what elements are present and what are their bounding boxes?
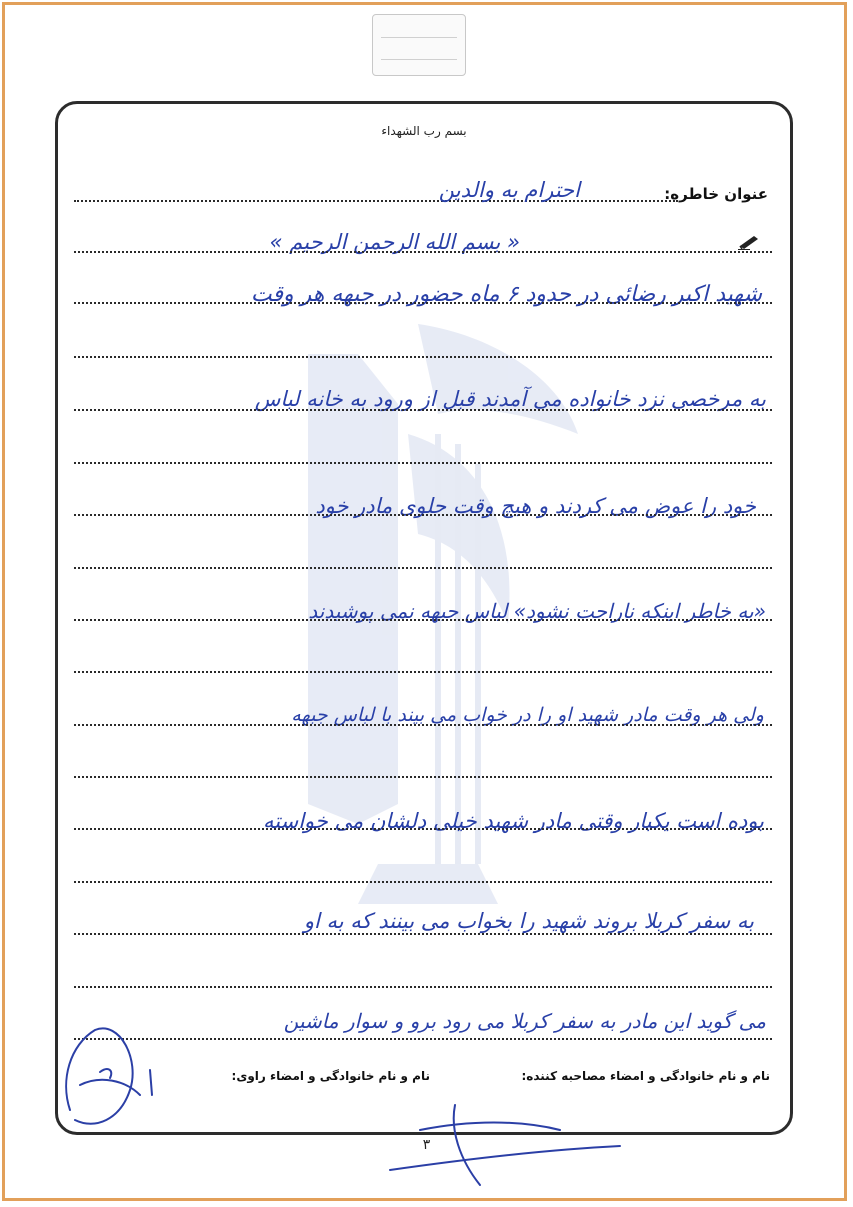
writing-line-2: شهید اکبر رضائی در حدود ۶ ماه حضور در جبهه هر وقت [250, 282, 762, 307]
interviewer-signature-label: نام و نام خانوادگی و امضاء مصاحبه کننده: [521, 1069, 770, 1083]
dotted-line [74, 251, 772, 253]
dotted-line [74, 409, 772, 411]
writing-line-8: به سفر کربلا بروند شهید را بخواب می بینند که به او [303, 909, 754, 933]
dotted-line [74, 776, 772, 778]
title-dotted-line [74, 200, 678, 202]
narrator-signature-label: نام و نام خانوادگی و امضاء راوی: [231, 1069, 430, 1083]
memory-form [55, 101, 793, 1135]
writing-line-5: «به خاطر اینکه ناراحت نشود» لباس جبهه نمی پوشیدند [308, 599, 766, 623]
dotted-line [74, 828, 772, 830]
writing-line-3: به مرخصی نزد خانواده می آمدند قبل از ورود به خانه لباس [254, 387, 766, 411]
writing-line-6: ولی هر وقت مادر شهید او را در خواب می بیند با لباس جبهه [291, 704, 764, 726]
writing-line-7: بوده است یکبار وقتی مادر شهید خیلی دلشان می خواسته [263, 809, 764, 833]
dotted-line [74, 567, 772, 569]
dotted-line [74, 1038, 772, 1040]
writing-line-4: خود را عوض می کردند و هیچ وقت جلوی مادر خود [315, 494, 756, 518]
dotted-line [74, 986, 772, 988]
page-number: ۳ [422, 1137, 431, 1153]
writing-line-9: می گوید این مادر به سفر کربلا می رود برو و سوار ماشین [283, 1009, 766, 1033]
memory-title-value: احترام به والدین [438, 178, 580, 202]
memory-title-label: عنوان خاطره: [664, 185, 768, 203]
dotted-line [74, 302, 772, 304]
dotted-line [74, 356, 772, 358]
stamp [372, 14, 466, 76]
dotted-line [74, 724, 772, 726]
dotted-line [74, 881, 772, 883]
pen-icon [738, 232, 762, 250]
writing-line-1: « بسم الله الرحمن الرحیم » [269, 230, 520, 254]
dotted-line [74, 933, 772, 935]
dotted-line [74, 514, 772, 516]
dotted-line [74, 462, 772, 464]
page-header-basmala: بسم رب الشهداء [381, 124, 467, 138]
dotted-line [74, 619, 772, 621]
dotted-line [74, 671, 772, 673]
